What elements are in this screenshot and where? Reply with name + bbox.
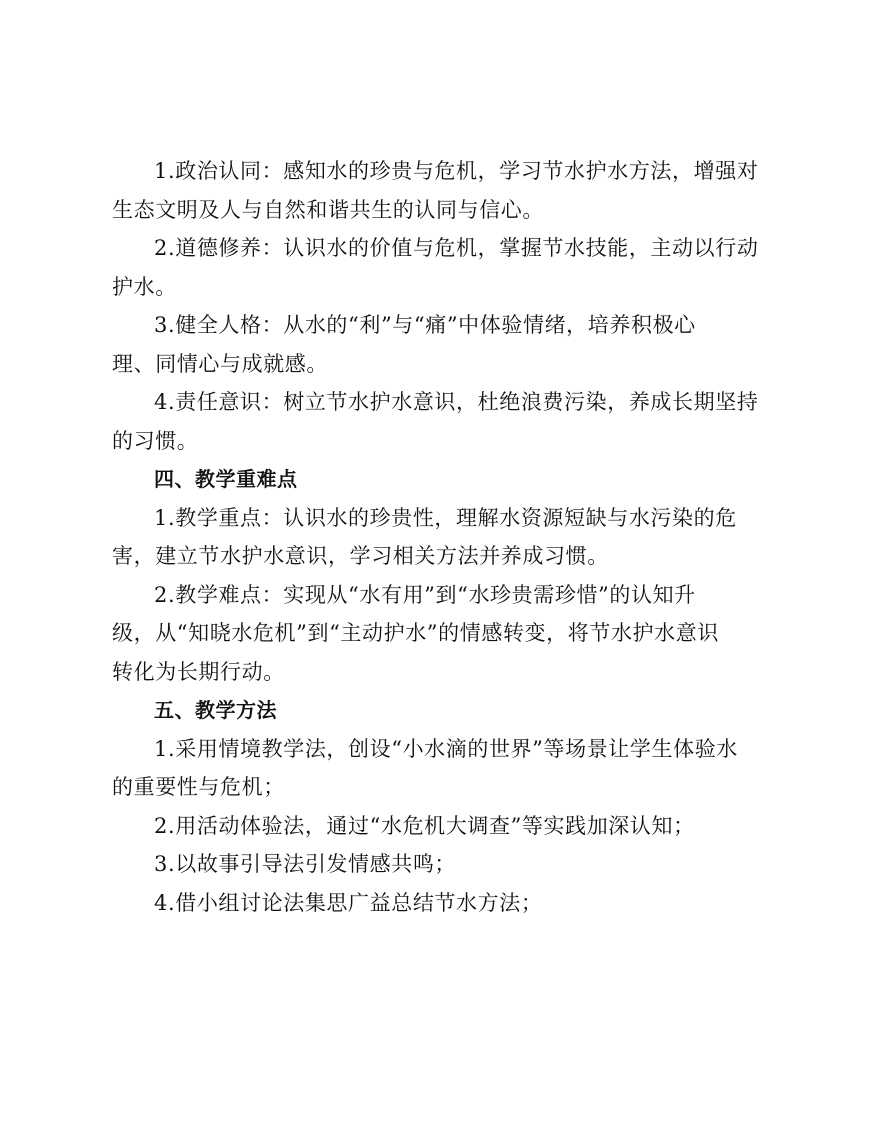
goal-moral-cultivation: [112, 229, 762, 306]
key-point-difficulty: [112, 576, 762, 692]
text-line: 的重要性与危机；: [112, 775, 285, 799]
document-body: [112, 152, 762, 922]
text-line: 4.责任意识：树立节水护水意识，杜绝浪费污染，养成长期坚持: [154, 390, 759, 414]
goal-political-identity: [112, 152, 762, 229]
method-story: [112, 845, 762, 884]
text-line: 害，建立节水护水意识，学习相关方法并养成习惯。: [112, 544, 609, 568]
text-line: 级，从“知晓水危机”到“主动护水”的情感转变，将节水护水意识: [112, 621, 719, 645]
key-point-focus: [112, 499, 762, 576]
text-line: 4.借小组讨论法集思广益总结节水方法；: [154, 890, 543, 915]
text-line: 的习惯。: [112, 428, 199, 453]
text-line: 2.道德修养：认识水的价值与危机，掌握节水技能，主动以行动: [154, 236, 759, 260]
text-line: 3.健全人格：从水的“利”与“痛”中体验情绪，培养积极心: [154, 313, 696, 337]
method-situational: [112, 730, 762, 807]
text-line: 2.用活动体验法，通过“水危机大调查”等实践加深认知；: [154, 813, 695, 838]
method-group-discussion: [112, 884, 762, 923]
goal-responsibility: [112, 383, 762, 460]
text-line: 1.教学重点：认识水的珍贵性，理解水资源短缺与水污染的危: [154, 505, 737, 530]
text-line: 1.政治认同：感知水的珍贵与危机，学习节水护水方法，增强对: [154, 159, 759, 183]
text-line: 1.采用情境教学法，创设“小水滴的世界”等场景让学生体验水: [154, 736, 738, 761]
text-line: 理、同情心与成就感。: [112, 351, 328, 376]
goal-healthy-personality: [112, 306, 762, 383]
text-line: 3.以故事引导法引发情感共鸣；: [154, 852, 457, 876]
text-line: 护水。: [112, 274, 177, 299]
text-line: 生态文明及人与自然和谐共生的认同与信心。: [112, 197, 544, 222]
method-activity: [112, 807, 762, 846]
text-line: 转化为长期行动。: [112, 659, 285, 684]
text-line: 2.教学难点：实现从“水有用”到“水珍贵需珍惜”的认知升: [154, 582, 696, 607]
section-heading-methods: 五、教学方法: [154, 698, 277, 722]
section-heading-key-points: 四、教学重难点: [154, 467, 298, 491]
